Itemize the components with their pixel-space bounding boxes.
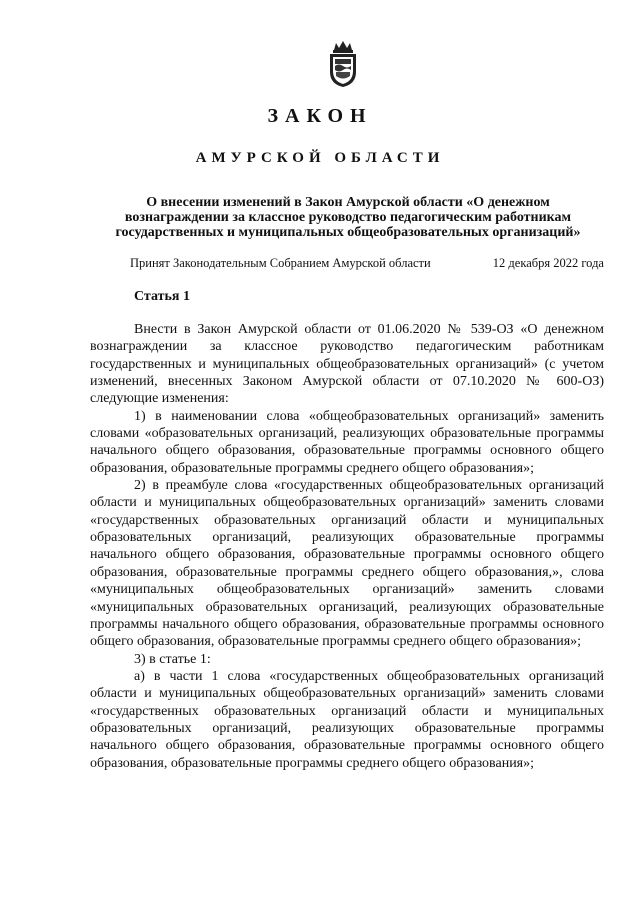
document-body	[90, 321, 604, 772]
document-subtitle: АМУРСКОЙ ОБЛАСТИ	[195, 150, 445, 166]
adopted-by: Принят Законодательным Собранием Амурской области	[130, 256, 431, 270]
document-title: ЗАКОН	[267, 105, 373, 127]
paragraph: а) в части 1 слова «государственных общеобразовательных организаций области и муниципальных общеобразовательных организаций» заменить словами «государственных образовательных организаций области и муниципальных образовательных организаций, реализующих образовательные программы начального общего образования, образовательные программы основного общего образования, образовательные программы среднего общего образования»;	[90, 668, 604, 771]
paragraph: 1) в наименовании слова «общеобразовательных организаций» заменить словами «образовательных организаций, реализующих образовательные программы начального общего образования, образовательные программы основного общего образования, образовательные программы среднего общего образования»;	[90, 408, 604, 476]
adopted-date: 12 декабря 2022 года	[492, 256, 604, 270]
article-title: Статья 1	[134, 289, 190, 304]
paragraph: Внести в Закон Амурской области от 01.06.2020 № 539-ОЗ «О денежном вознаграждении за классное руководство педагогическим работникам государственных и муниципальных общеобразовательных организаций» (с учетом изменений, внесенных Законом Амурской области от 07.10.2020 № 600-ОЗ) следующие изменения:	[90, 322, 604, 407]
adoption-line	[130, 256, 604, 271]
heading-line: государственных и муниципальных общеобразовательных организаций»	[115, 225, 581, 240]
heading-line: вознаграждении за классное руководство педагогическим работникам	[124, 210, 572, 225]
heading-line: О внесении изменений в Закон Амурской области «О денежном	[146, 195, 550, 210]
amur-region-coat-of-arms-icon	[326, 40, 360, 88]
paragraph: 2) в преамбуле слова «государственных общеобразовательных организаций области и муниципальных общеобразовательных организаций» заменить словами «государственных образовательных организаций области и муниципальных образовательных организаций, реализующих образовательные программы начального общего образования, образовательные программы основного общего образования, образовательные программы среднего общего образования,», слова «муниципальных общеобразовательных организаций» заменить словами «муниципальных образовательных организаций, реализующих образовательные программы начального общего образования, образовательные программы основного общего образования, образовательные программы среднего общего образования»;	[90, 478, 604, 650]
paragraph: 3) в статье 1:	[134, 651, 211, 667]
law-heading	[90, 195, 606, 240]
